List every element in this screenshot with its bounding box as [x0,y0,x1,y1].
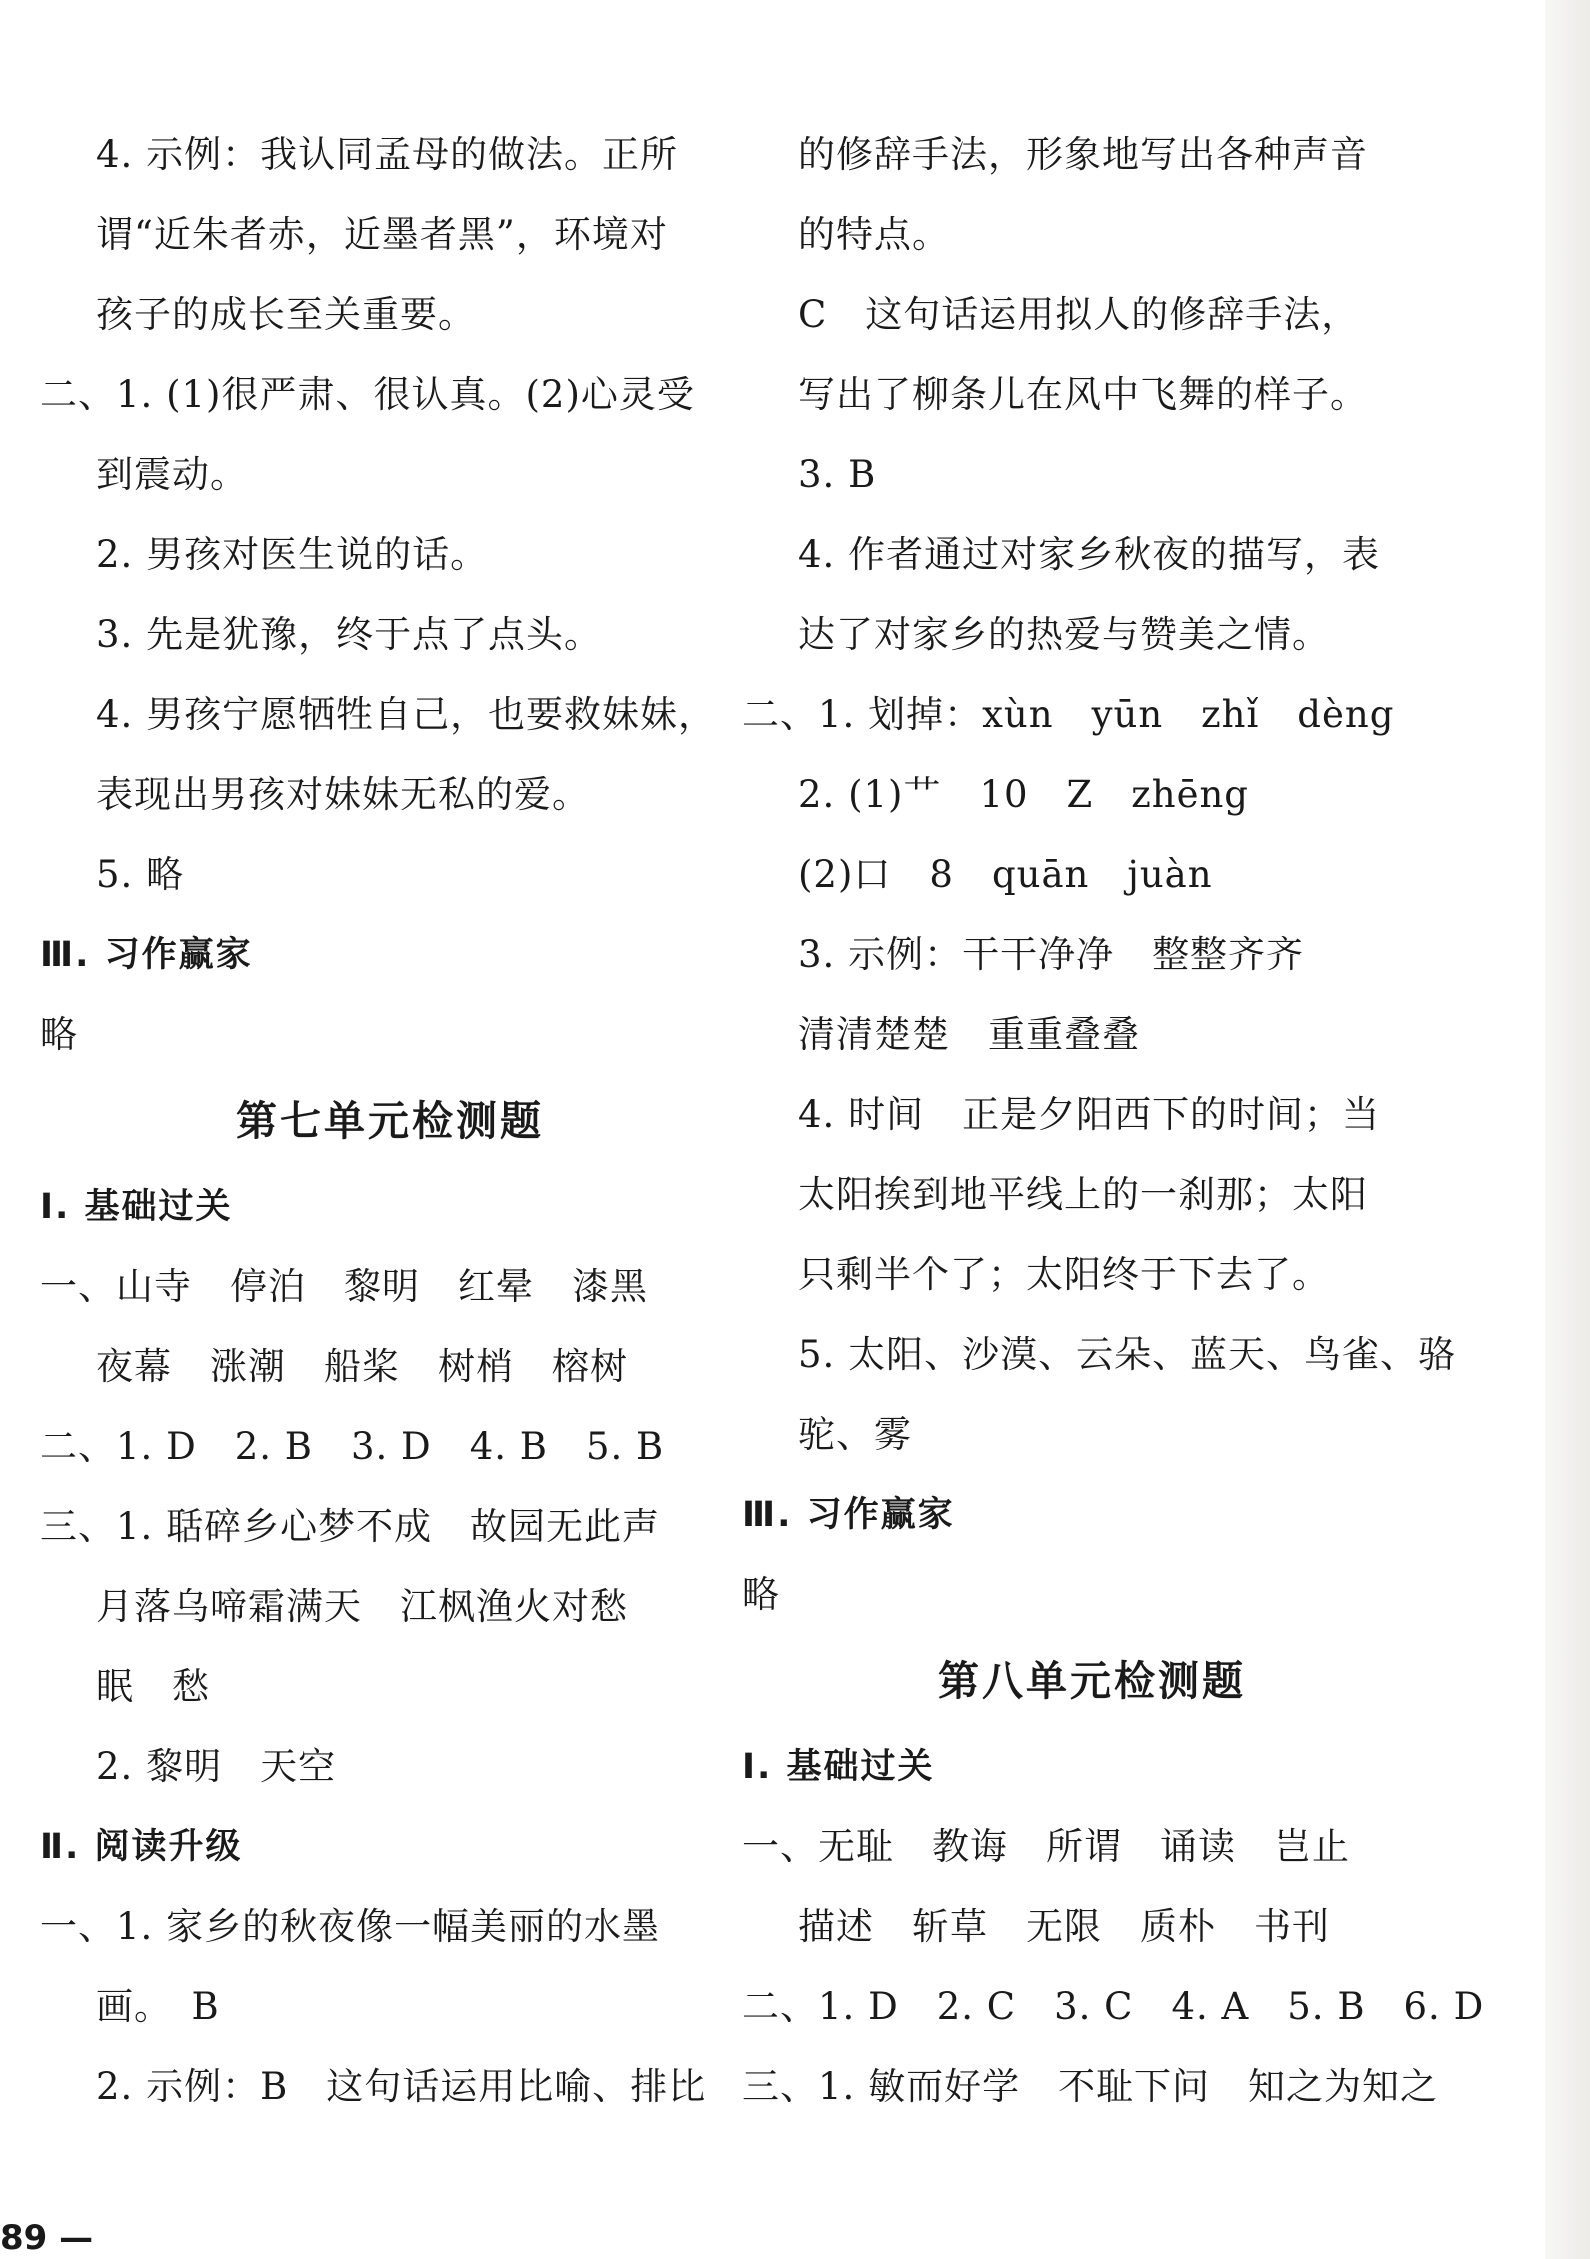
left-answer-line: 表现出男孩对妹妹无私的爱。 [96,773,590,816]
left-answer-line: 二、1. (1)很严肃、很认真。(2)心灵受 [40,373,695,416]
right-answer-line: 清清楚楚 重重叠叠 [798,1013,1140,1056]
left-answer-line: 孩子的成长至关重要。 [96,293,476,336]
left-answer-line: 谓“近朱者赤，近墨者黑”，环境对 [96,213,668,256]
unit-title: 第八单元检测题 [938,1657,1246,1705]
unit-title: 第七单元检测题 [236,1097,544,1145]
right-answer-line: 4. 时间 正是夕阳西下的时间；当 [798,1093,1381,1136]
right-answer-line: 达了对家乡的热爱与赞美之情。 [798,613,1330,656]
right-answer-line: 的修辞手法，形象地写出各种声音 [798,133,1368,176]
page-edge-shadow [1545,0,1590,2259]
right-answer-line: 驼、雾 [798,1413,912,1456]
right-answer-line: 3. 示例：干干净净 整整齐齐 [798,933,1305,976]
right-answer-line: 太阳挨到地平线上的一刹那；太阳 [798,1173,1368,1216]
left-answer-line: 三、1. 聒碎乡心梦不成 故园无此声 [40,1505,661,1548]
right-answer-line: 只剩半个了；太阳终于下去了。 [798,1253,1330,1296]
right-answer-line: (2)口 8 quān juàn [798,853,1213,896]
section-heading: Ⅰ. 基础过关 [40,1187,233,1227]
section-heading: Ⅲ. 习作赢家 [40,935,253,975]
left-answer-line: 画。 B [96,1985,220,2028]
left-answer-line: 2. 黎明 天空 [96,1745,337,1788]
right-answer-line: C 这句话运用拟人的修辞手法， [798,293,1360,336]
left-answer-line: 5. 略 [96,853,185,896]
right-answer-line: 二、1. D 2. C 3. C 4. A 5. B 6. D [742,1985,1485,2028]
left-answer-line: 月落乌啼霜满天 江枫渔火对愁 [96,1585,628,1628]
left-answer-line: 略 [40,1013,78,1056]
right-answer-line: 略 [742,1573,780,1616]
page-number: 89 — [0,2218,94,2258]
left-column [40,115,740,2127]
left-answer-line: 4. 示例：我认同孟母的做法。正所 [96,133,679,176]
right-answer-line: 描述 斩草 无限 质朴 书刊 [798,1905,1330,1948]
left-answer-line: 4. 男孩宁愿牺牲自己，也要救妹妹， [96,693,717,736]
section-heading: Ⅰ. 基础过关 [742,1747,935,1787]
right-answer-line: 一、无耻 教诲 所谓 诵读 岂止 [742,1825,1350,1868]
right-answer-line: 三、1. 敏而好学 不耻下问 知之为知之 [742,2065,1439,2108]
left-answer-line: 夜幕 涨潮 船桨 树梢 榕树 [96,1345,628,1388]
left-answer-line: 眠 愁 [96,1665,210,1708]
right-answer-line: 写出了柳条儿在风中飞舞的样子。 [798,373,1368,416]
right-answer-line: 二、1. 划掉：xùn yūn zhǐ dèng [742,693,1395,736]
right-answer-line: 4. 作者通过对家乡秋夜的描写，表 [798,533,1381,576]
section-heading: Ⅲ. 习作赢家 [742,1495,955,1535]
left-answer-line: 二、1. D 2. B 3. D 4. B 5. B [40,1425,665,1468]
left-answer-line: 到震动。 [96,453,248,496]
left-answer-line: 一、山寺 停泊 黎明 红晕 漆黑 [40,1265,648,1308]
left-answer-line: 3. 先是犹豫，终于点了点头。 [96,613,603,656]
left-answer-line: 2. 男孩对医生说的话。 [96,533,489,576]
right-answer-line: 2. (1)艹 10 Z zhēng [798,773,1249,816]
right-answer-line: 的特点。 [798,213,950,256]
right-column [742,115,1485,2127]
right-answer-line: 5. 太阳、沙漠、云朵、蓝天、鸟雀、骆 [798,1333,1457,1376]
section-heading: Ⅱ. 阅读升级 [40,1827,243,1867]
left-answer-line: 一、1. 家乡的秋夜像一幅美丽的水墨 [40,1905,661,1948]
left-answer-line: 2. 示例：B 这句话运用比喻、排比 [96,2065,707,2108]
right-answer-line: 3. B [798,453,877,496]
